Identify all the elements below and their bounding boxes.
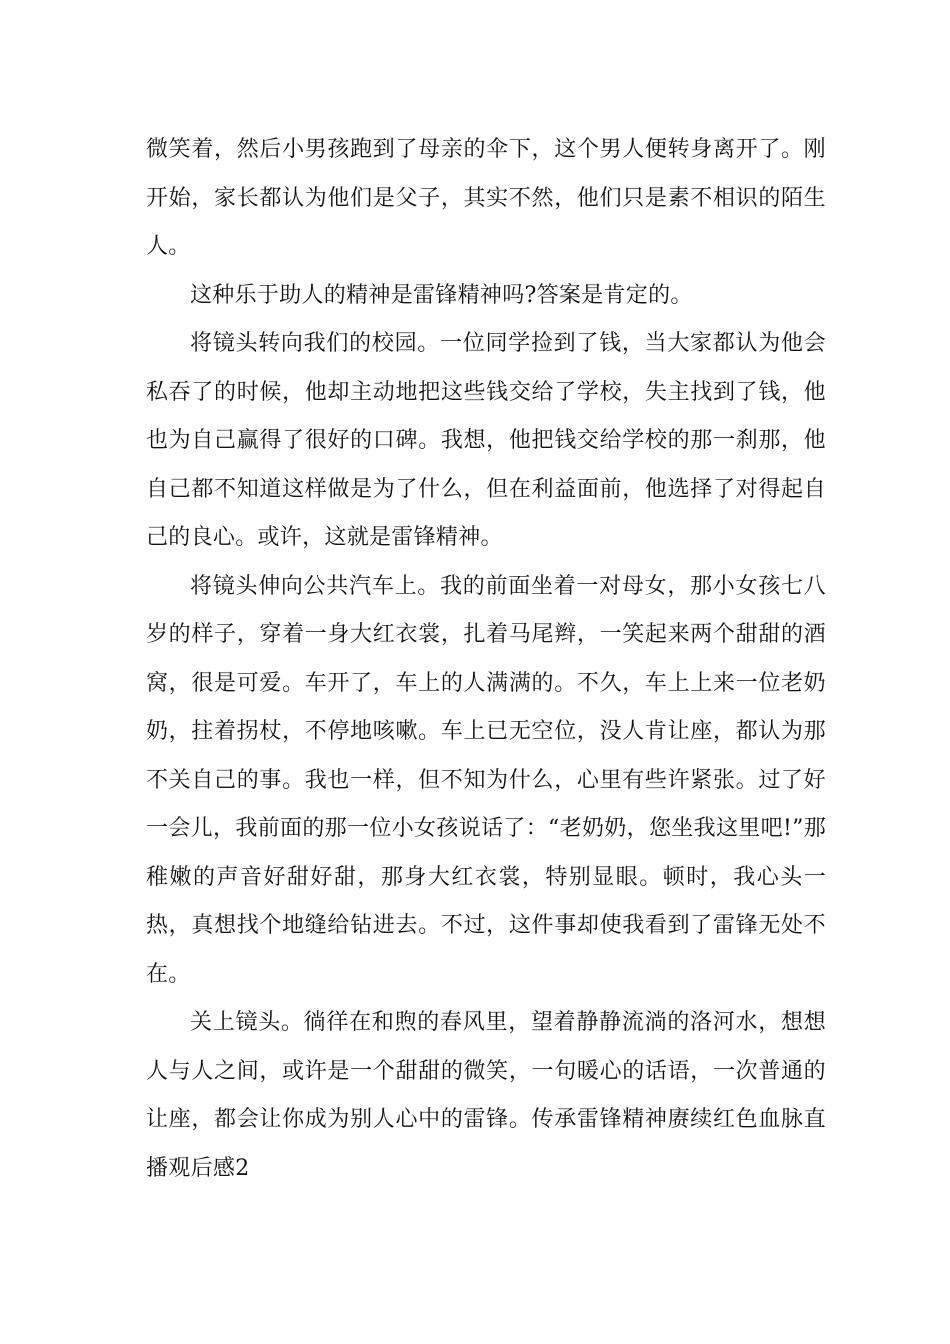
paragraph-campus: 将镜头转向我们的校园。一位同学捡到了钱，当大家都认为他会私吞了的时候，他却主动地把这些钱交给了学校，失主找到了钱，他也为自己赢得了很好的口碑。我想，他把钱交给学校的那一刹那，他自己都不知道这样做是为了什么，但在利益面前，他选择了对得起自己的良心。或许，这就是雷锋精神。 <box>146 331 826 550</box>
paragraph-question: 这种乐于助人的精神是雷锋精神吗?答案是肯定的。 <box>190 282 693 308</box>
document-body <box>146 126 826 1193</box>
paragraph-continuation: 微笑着，然后小男孩跑到了母亲的伞下，这个男人便转身离开了。刚开始，家长都认为他们是父子，其实不然，他们只是素不相识的陌生人。 <box>146 137 826 259</box>
paragraph-bus: 将镜头伸向公共汽车上。我的前面坐着一对母女，那小女孩七八岁的样子，穿着一身大红衣裳，扎着马尾辫，一笑起来两个甜甜的酒窝，很是可爱。车开了，车上的人满满的。不久，车上上来一位老奶奶，拄着拐杖，不停地咳嗽。车上已无空位，没人肯让座，都认为那不关自己的事。我也一样，但不知为什么，心里有些许紧张。过了好一会儿，我前面的那一位小女孩说话了：“老奶奶，您坐我这里吧!”那稚嫩的声音好甜好甜，那身大红衣裳，特别显眼。顿时，我心头一热，真想找个地缝给钻进去。不过，这件事却使我看到了雷锋无处不在。 <box>146 573 826 987</box>
paragraph-conclusion: 关上镜头。徜徉在和煦的春风里，望着静静流淌的洛河水，想想人与人之间，或许是一个甜甜的微笑，一句暖心的话语，一次普通的让座，都会让你成为别人心中的雷锋。传承雷锋精神赓续红色血脉直播观后感2 <box>146 1010 826 1181</box>
